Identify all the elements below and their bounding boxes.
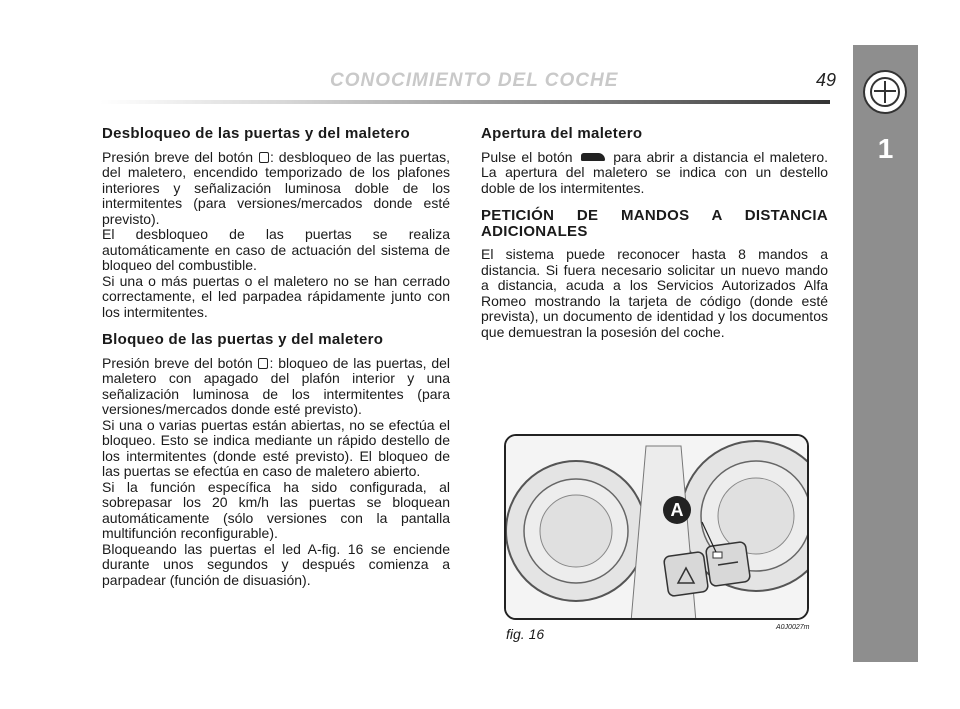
paragraph: El sistema puede reconocer hasta 8 mandos a distancia. Si fuera necesario solicitar un nuevo mando a distancia, acuda a los Servicios Autorizados Alfa Romeo mostrando la tarjeta de código (donde esté prevista), un documento de identidad y los documentos que demuestran la posesión del coche. (481, 246, 828, 340)
paragraph: Si una o varias puertas están abiertas, no se efectúa el bloqueo. Esto se indica mediante un rápido destello de los intermitentes (donde esté previsto). El bloqueo de las puertas se efectúa en caso de maletero abierto. (102, 416, 450, 479)
paragraph: El desbloqueo de las puertas se realiza automáticamente en caso de actuación del sistema de bloqueo del combustible. (102, 226, 450, 273)
page-number: 49 (816, 70, 837, 90)
alfa-romeo-logo (863, 70, 907, 114)
chapter-number: 1 (877, 133, 894, 164)
paragraph: Presión breve del botón : desbloqueo de las puertas, del maletero, encendido temporizado de los plafones interiores y señalización luminosa doble de los intermitentes (para versiones/mercados donde esté previsto). (102, 148, 451, 227)
paragraph: Bloqueando las puertas el led A-fig. 16 se enciende durante unos segundos y después comienza a parpadear (función de disuasión). (102, 540, 450, 588)
header-rule (100, 100, 830, 104)
paragraph: Presión breve del botón : bloqueo de las puertas, del maletero con apagado del plafón interior y una señalización luminosa de los intermitentes (para versiones/mercados donde esté previsto). (102, 354, 451, 417)
figure-caption: fig. 16 (506, 626, 545, 642)
left-column (102, 126, 450, 588)
section-heading-trunk: Apertura del maletero (481, 125, 643, 142)
car-trunk-icon (581, 153, 605, 161)
padlock-open-icon (259, 152, 269, 163)
section-heading-lock: Bloqueo de las puertas y del maletero (102, 331, 384, 348)
paragraph: Pulse el botón para abrir a distancia el maletero. La apertura del maletero se indica con un destello doble de los intermitentes. (481, 148, 829, 196)
section-heading-remotes: PETICIÓN DE MANDOS A DISTANCIA ADICIONALES (481, 207, 828, 240)
paragraph: Si una o más puertas o el maletero no se han cerrado correctamente, el led parpadea rápidamente junto con los intermitentes. (102, 272, 450, 320)
right-column (481, 126, 828, 340)
callout-a: A (663, 496, 691, 524)
padlock-closed-icon (258, 358, 268, 369)
figure-code: A0J0027m (776, 624, 810, 631)
paragraph: Si la función específica ha sido configurada, al sobrepasar los 20 km/h las puertas se bloquean automáticamente (sólo versiones con la pantalla multifunción reconfigurable). (102, 478, 450, 541)
figure-dashboard (504, 434, 809, 620)
dashboard-illustration (506, 436, 809, 620)
section-heading-unlock: Desbloqueo de las puertas y del maletero (102, 125, 410, 142)
running-header-title: CONOCIMIENTO DEL COCHE (330, 70, 619, 91)
